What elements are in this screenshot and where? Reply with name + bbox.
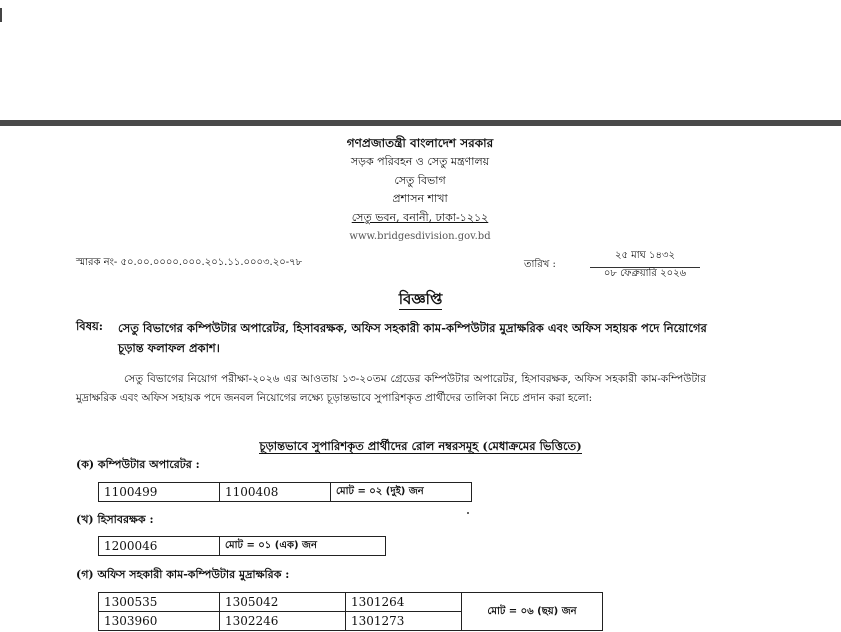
table-row [99,483,472,502]
list-title-text: চূড়ান্তভাবে সুপারিশকৃত প্রার্থীদের রোল নম্বরসমূহ (মেধাক্রমের ভিত্তিতে) [259,439,582,453]
section-name: প্রশাসন শাখা [392,192,448,205]
notice-title [0,288,841,313]
subject-label: বিষয়: [76,319,104,333]
top-blank-area [0,0,841,120]
roll-table-computer-operator [98,482,472,502]
date-english: ০৮ ফেব্রুয়ারি ২০২৬ [603,268,687,279]
roll-table-office-assistant-typist [98,592,603,631]
category-computer-operator: (ক) কম্পিউটার অপারেটর : [76,458,200,471]
category-office-assistant-typist: (গ) অফিস সহকারী কাম-কম্পিউটার মুদ্রাক্ষরিক : [76,568,290,581]
table-row [99,593,603,612]
roll-number: 1303960 [99,612,220,631]
notice-body: সেতু বিভাগের নিয়োগ পরীক্ষা-২০২৬ এর আওতায় ১৩-২০তম গ্রেডের কম্পিউটার অপারেটর, হিসাবরক্ষক, অফিস সহকারী কাম-কম্পিউটার মুদ্রাক্ষরিক এবং অফিস সহায়ক পদে জনবল নিয়োগের লক্ষ্যে চূড়ান্তভাবে সুপারিশকৃত প্রার্থীদের তালিকা নিচে প্রদান করা হলো: [76,373,706,404]
roll-number: 1301273 [346,612,462,631]
website-link[interactable]: www.bridgesdivision.gov.bd [349,231,491,242]
roll-number: 1301264 [346,593,462,612]
list-title [0,438,841,457]
date-label: তারিখ : [524,259,556,270]
roll-number: 1302246 [220,612,346,631]
ministry-name: সড়ক পরিবহন ও সেতু মন্ত্রণালয় [350,155,490,168]
scan-speck [467,512,469,514]
roll-number: 1100408 [220,483,331,502]
table-row [99,537,386,556]
notice-title-text: বিজ্ঞপ্তি [398,290,443,308]
office-address: সেতু ভবন, বনানী, ঢাকা-১২১২ [351,211,489,224]
roll-number: 1300535 [99,593,220,612]
memo-reference: স্মারক নং- ৫০.০০.০০০০.০০০.২০১.১১.০০০৩.২০-৭৮ [76,257,303,268]
date-bangla: ২৫ মাঘ ১৪৩২ [590,248,700,268]
government-name: গণপ্রজাতন্ত্রী বাংলাদেশ সরকার [346,136,494,150]
page-divider [0,120,841,126]
roll-number: 1200046 [99,537,220,556]
roll-number: 1305042 [220,593,346,612]
roll-number: 1100499 [99,483,220,502]
total-count: মোট = ০১ (এক) জন [220,537,386,556]
category-accountant: (খ) হিসাবরক্ষক : [76,513,154,526]
total-count: মোট = ০২ (দুই) জন [331,483,472,502]
total-count: মোট = ০৬ (ছয়) জন [462,593,603,631]
subject-text: সেতু বিভাগের কম্পিউটার অপারেটর, হিসাবরক্ষক, অফিস সহকারী কাম-কম্পিউটার মুদ্রাক্ষরিক এবং অফিস সহায়ক পদে নিয়োগের চূড়ান্ত ফলাফল প্রকাশ। [118,321,707,355]
division-name: সেতু বিভাগ [394,174,446,187]
edge-mark [0,8,2,22]
roll-table-accountant [98,536,386,556]
